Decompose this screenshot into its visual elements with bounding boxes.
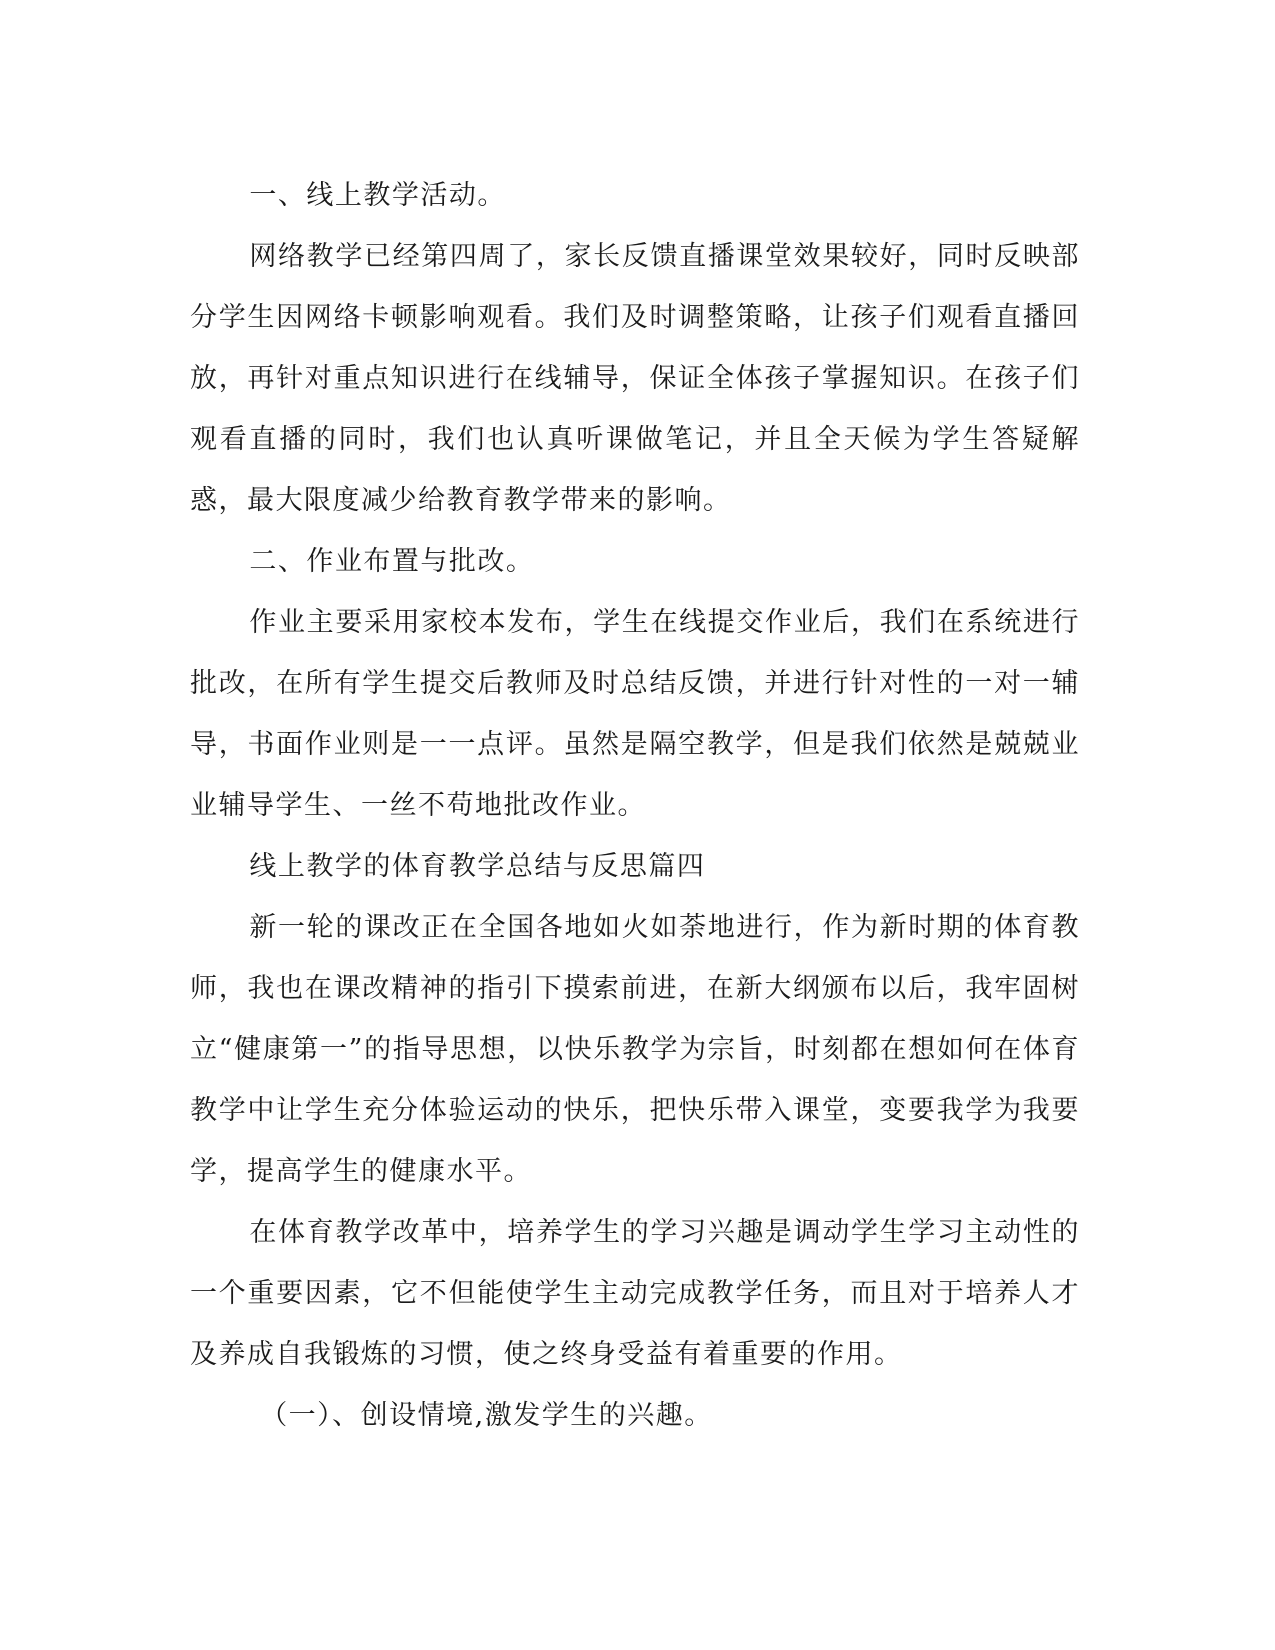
sub-heading-create-scenario: （一）、创设情境,激发学生的兴趣。 bbox=[260, 1400, 713, 1431]
document-body bbox=[190, 165, 1080, 1446]
paragraph-learning-interest: 在体育教学改革中，培养学生的学习兴趣是调动学生学习主动性的一个重要因素，它不但能使学生主动完成教学任务，而且对于培养人才及养成自我锻炼的习惯，使之终身受益有着重要的作用。 bbox=[190, 1217, 1080, 1370]
paragraph-curriculum-reform: 新一轮的课改正在全国各地如火如荼地进行，作为新时期的体育教师，我也在课改精神的指引下摸索前进，在新大纲颁布以后，我牢固树立“健康第一”的指导思想，以快乐教学为宗旨，时刻都在想如何在体育教学中让学生充分体验运动的快乐，把快乐带入课堂，变要我学为我要学，提高学生的健康水平。 bbox=[190, 912, 1080, 1187]
section-heading-homework: 二、作业布置与批改。 bbox=[249, 546, 535, 577]
article-title-part-four: 线上教学的体育教学总结与反思篇四 bbox=[249, 851, 706, 882]
paragraph-online-teaching: 网络教学已经第四周了，家长反馈直播课堂效果较好，同时反映部分学生因网络卡顿影响观看。我们及时调整策略，让孩子们观看直播回放，再针对重点知识进行在线辅导，保证全体孩子掌握知识。在孩子们观看直播的同时，我们也认真听课做笔记，并且全天候为学生答疑解惑，最大限度减少给教育教学带来的影响。 bbox=[190, 241, 1080, 516]
section-heading-online-teaching: 一、线上教学活动。 bbox=[249, 180, 506, 211]
paragraph-homework: 作业主要采用家校本发布，学生在线提交作业后，我们在系统进行批改，在所有学生提交后教师及时总结反馈，并进行针对性的一对一辅导，书面作业则是一一点评。虽然是隔空教学，但是我们依然是兢兢业业辅导学生、一丝不苟地批改作业。 bbox=[190, 607, 1080, 821]
